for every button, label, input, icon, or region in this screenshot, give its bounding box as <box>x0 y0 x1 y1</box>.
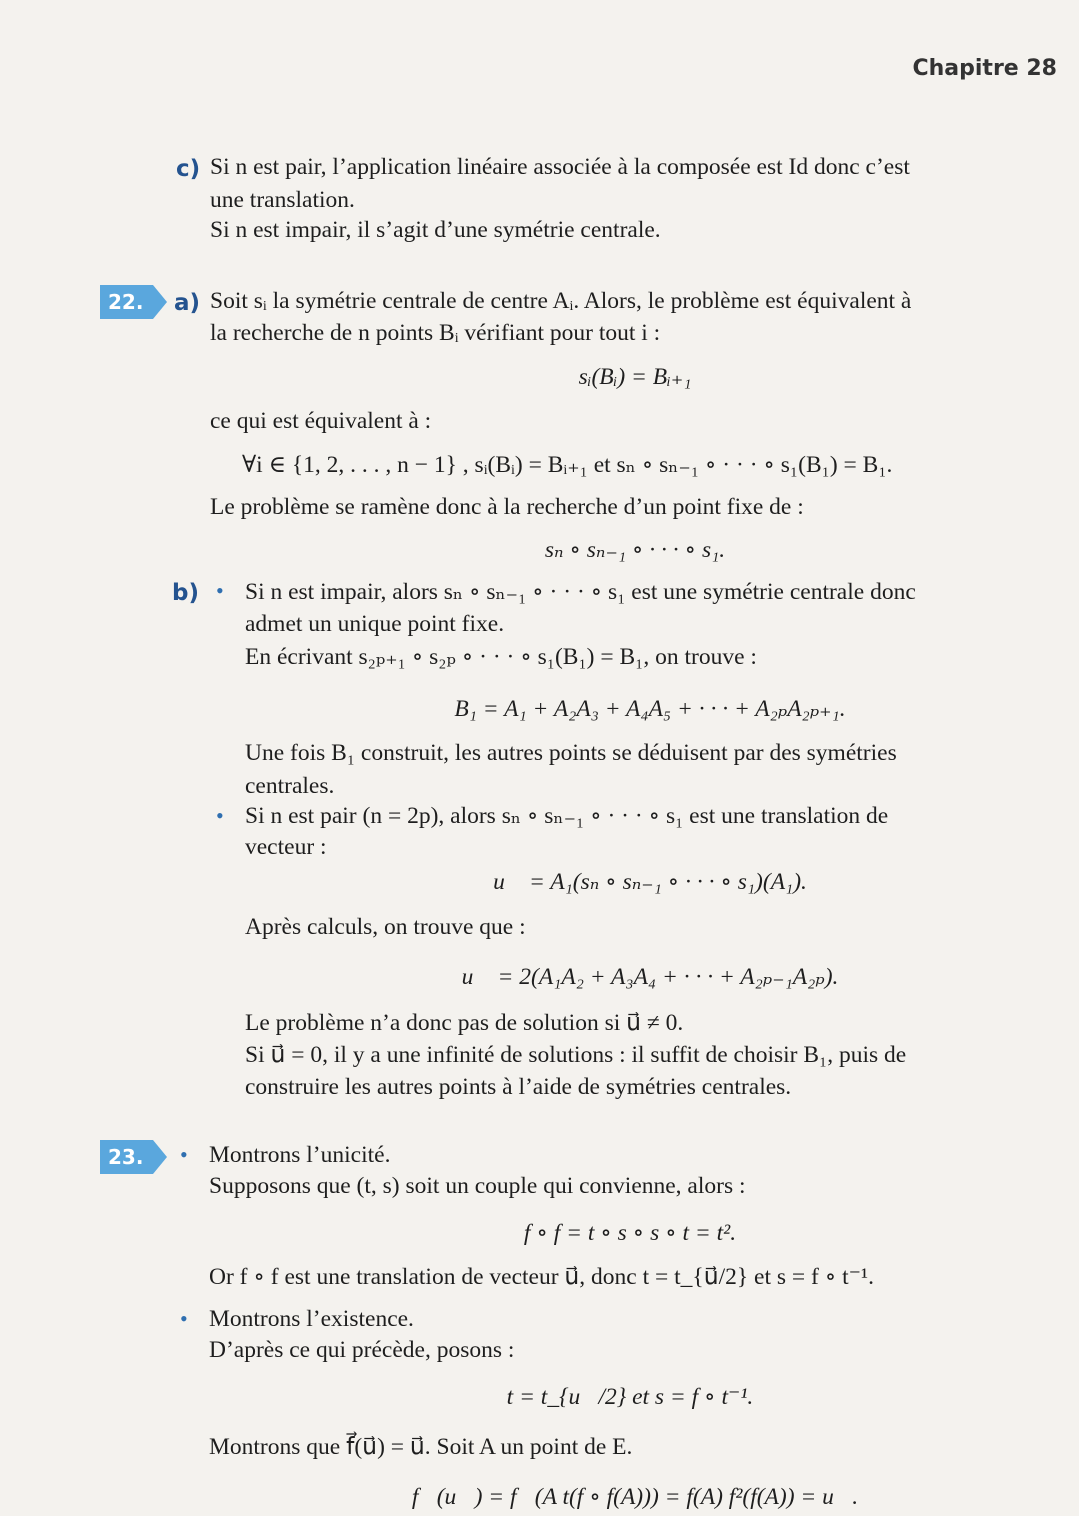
ex22-b-line-9: Le problème n’a donc pas de solution si u⃗ ≠ 0. <box>245 1010 684 1036</box>
part-a-label: a) <box>174 290 201 316</box>
ex23-line-1: Montrons l’unicité. <box>209 1142 391 1168</box>
ex23-line-6: Montrons que f⃗(u⃗) = u⃗. Soit A un point de E. <box>209 1434 633 1460</box>
ex23-equation-2: t = t_{u⃗/2} et s = f ∘ t⁻¹. <box>506 1384 754 1410</box>
ex22-equation-2: ∀i ∈ {1, 2, . . . , n − 1} , sᵢ(Bᵢ) = Bᵢ₊₁ et sₙ ∘ sₙ₋₁ ∘ · · · ∘ s₁(B₁) = B₁. <box>242 452 893 478</box>
bullet-2: • <box>216 803 224 828</box>
ex23-line-2: Supposons que (t, s) soit un couple qui convienne, alors : <box>209 1173 746 1199</box>
ex22-a-line-2: la recherche de n points Bᵢ vérifiant pour tout i : <box>210 320 661 346</box>
ex22-equation-1: sᵢ(Bᵢ) = Bᵢ₊₁ <box>578 364 692 390</box>
bullet-3: • <box>180 1142 188 1167</box>
ex22-b-line-7: vecteur : <box>245 834 327 860</box>
ex22-b-line-2: admet un unique point fixe. <box>245 611 505 637</box>
ex23-equation-3: f⃗(u⃗) = f⃗(A t(f ∘ f(A))) = f(A) f²(f(A)) = u⃗. <box>411 1484 859 1510</box>
ex23-line-3: Or f ∘ f est une translation de vecteur u⃗, donc t = t_{u⃗/2} et s = f ∘ t⁻¹. <box>209 1264 874 1290</box>
ex22-a-line-3: ce qui est équivalent à : <box>210 408 432 434</box>
ex22-a-line-4: Le problème se ramène donc à la recherche d’un point fixe de : <box>210 494 804 520</box>
ex23-equation-1: f ∘ f = t ∘ s ∘ s ∘ t = t². <box>523 1220 737 1246</box>
chapter-header: Chapitre 28 <box>912 56 1057 81</box>
ex22-equation-6: u⃗ = 2(A₁A₂ + A₃A₄ + · · · + A₂ₚ₋₁A₂ₚ). <box>461 964 839 990</box>
ex22-b-line-8: Après calculs, on trouve que : <box>245 914 526 940</box>
bullet-4: • <box>180 1306 188 1331</box>
part-c-line-3: Si n est impair, il s’agit d’une symétrie centrale. <box>210 217 661 243</box>
part-b-label: b) <box>172 580 199 606</box>
exercise-22-badge: 22. <box>100 285 153 319</box>
part-c-line-2: une translation. <box>210 187 355 213</box>
exercise-23-badge: 23. <box>100 1140 153 1174</box>
part-c-label: c) <box>176 156 201 182</box>
bullet-1: • <box>216 578 224 603</box>
ex22-b-line-5: centrales. <box>245 773 335 799</box>
ex22-b-line-1: Si n est impair, alors sₙ ∘ sₙ₋₁ ∘ · · · ∘ s₁ est une symétrie centrale donc <box>245 579 916 605</box>
ex22-equation-5: u⃗ = A₁(sₙ ∘ sₙ₋₁ ∘ · · · ∘ s₁)(A₁). <box>493 869 807 895</box>
ex22-equation-4: B₁ = A₁ + A₂A₃ + A₄A₅ + · · · + A₂ₚA₂ₚ₊₁. <box>454 696 846 722</box>
ex22-b-line-10: Si u⃗ = 0, il y a une infinité de solutions : il suffit de choisir B₁, puis de <box>245 1042 907 1068</box>
ex22-b-line-6: Si n est pair (n = 2p), alors sₙ ∘ sₙ₋₁ ∘ · · · ∘ s₁ est une translation de <box>245 803 889 829</box>
ex22-b-line-4: Une fois B₁ construit, les autres points se déduisent par des symétries <box>245 740 897 766</box>
part-c-line-1: Si n est pair, l’application linéaire associée à la composée est Id donc c’est <box>210 154 910 180</box>
ex22-equation-3: sₙ ∘ sₙ₋₁ ∘ · · · ∘ s₁. <box>544 537 726 563</box>
ex22-b-line-11: construire les autres points à l’aide de symétries centrales. <box>245 1074 792 1100</box>
ex23-line-4: Montrons l’existence. <box>209 1306 414 1332</box>
ex23-line-5: D’après ce qui précède, posons : <box>209 1337 515 1363</box>
ex22-b-line-3: En écrivant s₂ₚ₊₁ ∘ s₂ₚ ∘ · · · ∘ s₁(B₁) = B₁, on trouve : <box>245 644 757 670</box>
ex22-a-line-1: Soit sᵢ la symétrie centrale de centre Aᵢ. Alors, le problème est équivalent à <box>210 288 912 314</box>
